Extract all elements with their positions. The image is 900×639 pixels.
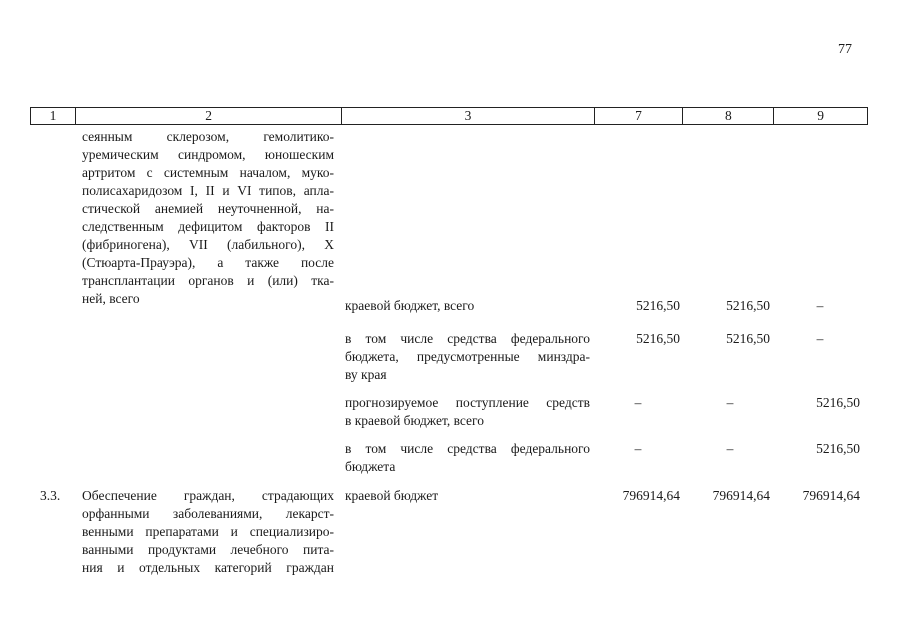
header-col-8: 8 <box>683 108 774 124</box>
table-header-row <box>30 107 868 125</box>
value-col-7: – <box>634 441 642 456</box>
header-col-9: 9 <box>817 108 824 123</box>
text-line: бюджета <box>345 459 396 474</box>
text-line: венными препаратами и специализиро- <box>82 524 334 539</box>
header-col-7: 7 <box>595 108 684 124</box>
header-col-1: 1 <box>31 108 76 124</box>
header-col-2: 2 <box>76 108 342 124</box>
text-line: следственным дефицитом факторов II <box>82 219 334 234</box>
value-col-9: 5216,50 <box>816 395 860 410</box>
value-col-7: – <box>634 395 642 410</box>
text-line: (Стюарта-Прауэра), а также после <box>82 255 334 270</box>
funding-source-row-3 <box>345 394 590 430</box>
item-number: 3.3. <box>40 488 61 503</box>
text-line: уремическим синдромом, юношеским <box>82 147 334 162</box>
item-value-col-8: 796914,64 <box>712 488 770 503</box>
text-line: сеянным склерозом, гемолитико- <box>82 129 334 144</box>
text-line: ния и отдельных категорий граждан <box>82 560 334 575</box>
text-line: (фибриногена), VII (лабильного), X <box>82 237 334 252</box>
text-line: полисахаридозом I, II и VI типов, апла- <box>82 183 334 198</box>
text-line: орфанными заболеваниями, лекарст- <box>82 506 334 521</box>
value-col-8: 5216,50 <box>726 331 770 346</box>
item-description <box>82 487 334 577</box>
funding-source-row-4 <box>345 440 590 476</box>
header-col-3: 3 <box>342 108 594 124</box>
value-col-8: – <box>726 395 734 410</box>
item-value-col-7: 796914,64 <box>622 488 680 503</box>
value-col-7: 5216,50 <box>636 331 680 346</box>
text-line: трансплантации органов и (или) тка- <box>82 273 334 288</box>
continuation-description <box>82 128 334 308</box>
text-line: ванными продуктами лечебного пита- <box>82 542 334 557</box>
value-col-8: – <box>726 441 734 456</box>
text-line: прогнозируемое поступление средств <box>345 395 590 410</box>
text-line: ней, всего <box>82 291 140 306</box>
item-value-col-9: 796914,64 <box>802 488 860 503</box>
text-line: бюджета, предусмотренные минздра- <box>345 349 590 364</box>
value-col-9: 5216,50 <box>816 441 860 456</box>
text-line: артритом с системным началом, муко- <box>82 165 334 180</box>
text-line: стической анемией неуточненной, на- <box>82 201 334 216</box>
text-line: Обеспечение граждан, страдающих <box>82 488 334 503</box>
text-line: ву края <box>345 367 387 382</box>
text-line: в краевой бюджет, всего <box>345 413 484 428</box>
value-col-9: – <box>816 298 824 313</box>
text-line: в том числе средства федерального <box>345 331 590 346</box>
value-col-8: 5216,50 <box>726 298 770 313</box>
text-line: краевой бюджет, всего <box>345 298 475 313</box>
item-funding-source: краевой бюджет <box>345 488 439 503</box>
value-col-7: 5216,50 <box>636 298 680 313</box>
value-col-9: – <box>816 331 824 346</box>
funding-source-row-1 <box>345 297 590 315</box>
page-number: 77 <box>838 42 852 57</box>
funding-source-row-2 <box>345 330 590 384</box>
text-line: в том числе средства федерального <box>345 441 590 456</box>
